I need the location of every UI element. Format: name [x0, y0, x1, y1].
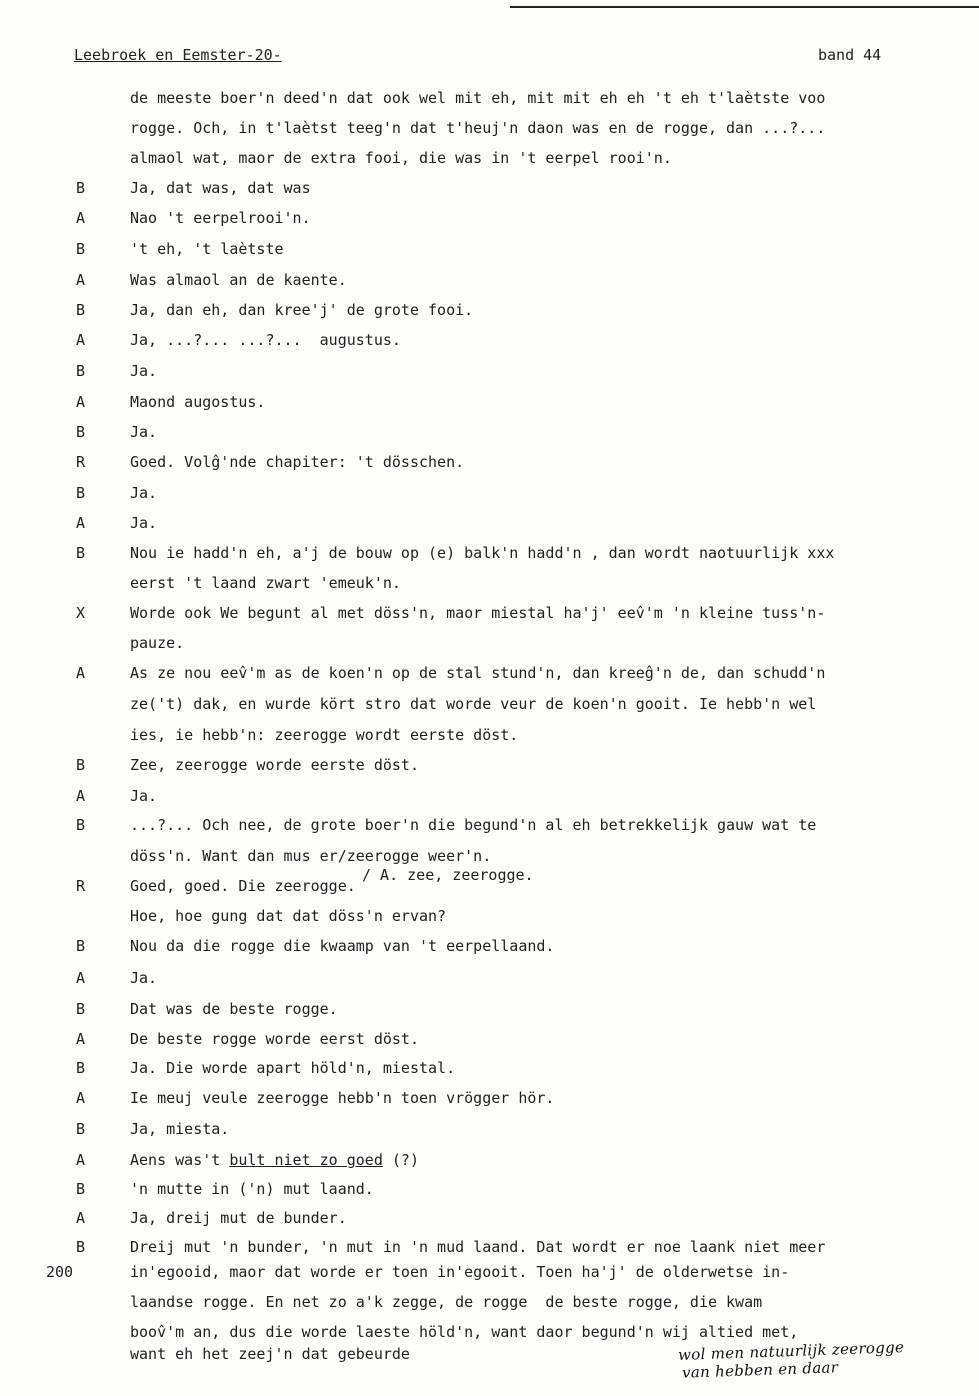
- line-text: pauze.: [130, 634, 185, 652]
- line-text: Ja, dan eh, dan kree'j' de grote fooi.: [130, 301, 474, 319]
- speaker-label: A: [76, 1089, 86, 1107]
- speaker-label: A: [76, 514, 86, 532]
- line-text: in'egooid, maor dat worde er toen in'egooit. Toen ha'j' de olderwetse in-: [130, 1263, 790, 1281]
- line-text: Ja.: [130, 969, 158, 987]
- transcript-line: [0, 484, 979, 508]
- speaker-label: A: [76, 1209, 86, 1227]
- transcript-line: [0, 695, 979, 719]
- line-text: eerst 't laand zwart 'emeuk'n.: [130, 574, 401, 592]
- handwritten-note-line-1: wol men natuurlijk zeerogge: [677, 1338, 905, 1364]
- transcript-line: [0, 1238, 979, 1262]
- transcript-line: [0, 969, 979, 993]
- transcript-line: [0, 271, 979, 295]
- line-text: Dreij mut 'n bunder, 'n mut in 'n mud laand. Dat wordt er noe laank niet meer: [130, 1238, 826, 1256]
- line-text: rogge. Och, in t'laètst teeg'n dat t'heuj'n daon was en de rogge, dan ...?...: [130, 119, 826, 137]
- speaker-label: A: [76, 209, 86, 227]
- speaker-label: B: [76, 301, 86, 319]
- transcript-line: [0, 664, 979, 688]
- transcript-line: [0, 574, 979, 598]
- line-text: Ja.: [130, 423, 158, 441]
- top-rule: [510, 6, 979, 8]
- line-text: 't eh, 't laètste: [130, 240, 284, 258]
- transcript-line: [0, 453, 979, 477]
- line-text: Nou da die rogge die kwaamp van 't eerpellaand.: [130, 937, 555, 955]
- handwritten-note-line-2: van hebben en daar: [681, 1358, 839, 1382]
- line-text: laandse rogge. En net zo a'k zegge, de rogge de beste rogge, die kwam: [130, 1293, 763, 1311]
- transcript-line: [0, 393, 979, 417]
- line-text: Goed. Volĝ'nde chapiter: 't dösschen.: [130, 453, 465, 471]
- speaker-label: A: [76, 393, 86, 411]
- line-text: de meeste boer'n deed'n dat ook wel mit eh, mit mit eh eh 't eh t'laètste voo: [130, 89, 826, 107]
- line-text: Worde ook We begunt al met döss'n, maor miestal ha'j' eev̂'m 'n kleine tuss'n-: [130, 604, 826, 622]
- line-text: ies, ie hebb'n: zeerogge wordt eerste döst.: [130, 726, 519, 744]
- line-text: Dat was de beste rogge.: [130, 1000, 338, 1018]
- transcript-line: [0, 423, 979, 447]
- speaker-label: B: [76, 937, 86, 955]
- transcript-line: [0, 362, 979, 386]
- speaker-label: B: [76, 240, 86, 258]
- transcript-line: [0, 1120, 979, 1144]
- line-text: Ja, miesta.: [130, 1120, 230, 1138]
- transcript-line: [0, 240, 979, 264]
- speaker-label: A: [76, 969, 86, 987]
- speaker-label: R: [76, 877, 86, 895]
- transcript-line: [0, 816, 979, 840]
- speaker-label: A: [76, 787, 86, 805]
- line-text: Ja.: [130, 787, 158, 805]
- speaker-label: B: [76, 816, 86, 834]
- line-text: Was almaol an de kaente.: [130, 271, 347, 289]
- transcript-line: [0, 331, 979, 355]
- speaker-label: A: [76, 664, 86, 682]
- header-band-number: band 44: [818, 46, 882, 64]
- line-text: ...?... Och nee, de grote boer'n die begund'n al eh betrekkelijk gauw wat te: [130, 816, 817, 834]
- line-text: Ja.: [130, 484, 158, 502]
- line-text: As ze nou eev̂'m as de koen'n op de stal stund'n, dan kreeĝ'n de, dan schudd'n: [130, 664, 826, 682]
- line-text-before: Aens was't: [130, 1151, 230, 1169]
- line-text: döss'n. Want dan mus er/zeerogge weer'n.: [130, 847, 492, 865]
- speaker-label: A: [76, 271, 86, 289]
- transcript-line: [0, 787, 979, 811]
- transcript-line: [0, 514, 979, 538]
- transcript-line: [0, 1000, 979, 1024]
- speaker-label: B: [76, 1180, 86, 1198]
- speaker-label: B: [76, 362, 86, 380]
- transcript-line: [0, 1180, 979, 1204]
- transcript-line: [0, 907, 979, 931]
- transcript-line: [0, 544, 979, 568]
- transcript-line: [0, 726, 979, 750]
- speaker-label: A: [76, 331, 86, 349]
- line-text: Nao 't eerpelrooi'n.: [130, 209, 311, 227]
- transcript-line: [0, 1263, 979, 1287]
- transcript-line: [0, 1059, 979, 1083]
- line-text: Ja.: [130, 362, 158, 380]
- line-text: almaol wat, maor de extra fooi, die was in 't eerpel rooi'n.: [130, 149, 672, 167]
- speaker-label: B: [76, 544, 86, 562]
- speaker-label: B: [76, 1059, 86, 1077]
- speaker-label: R: [76, 453, 86, 471]
- speaker-label: B: [76, 423, 86, 441]
- speaker-label: B: [76, 179, 86, 197]
- line-number: 200: [46, 1263, 74, 1281]
- transcript-line: [0, 119, 979, 143]
- transcript-line: [0, 756, 979, 780]
- speaker-label: A: [76, 1151, 86, 1169]
- speaker-label: X: [76, 604, 86, 622]
- speaker-label: A: [76, 1030, 86, 1048]
- transcript-line: [0, 149, 979, 173]
- line-text: Ja, dreij mut de bunder.: [130, 1209, 347, 1227]
- transcript-line: [0, 1030, 979, 1054]
- interjection-note: / A. zee, zeerogge.: [362, 866, 534, 884]
- line-text: Ja. Die worde apart höld'n, miestal.: [130, 1059, 456, 1077]
- line-text: De beste rogge worde eerst döst.: [130, 1030, 419, 1048]
- line-text: Ja, ...?... ...?... augustus.: [130, 331, 401, 349]
- line-text: Hoe, hoe gung dat dat döss'n ervan?: [130, 907, 447, 925]
- transcript-line: [0, 209, 979, 233]
- line-text: Maond augostus.: [130, 393, 266, 411]
- speaker-label: B: [76, 756, 86, 774]
- transcript-line: [0, 1151, 979, 1175]
- transcript-line: [0, 604, 979, 628]
- speaker-label: B: [76, 1120, 86, 1138]
- line-text-after: (?): [382, 1151, 419, 1169]
- line-text: Ja.: [130, 514, 158, 532]
- speaker-label: B: [76, 484, 86, 502]
- underlined-phrase: bult niet zo goed: [229, 1151, 383, 1169]
- speaker-label: B: [76, 1000, 86, 1018]
- transcript-line: [0, 1209, 979, 1233]
- transcript-line: [0, 1089, 979, 1113]
- transcript-line: [0, 301, 979, 325]
- line-text: Nou ie hadd'n eh, a'j de bouw op (e) balk'n hadd'n , dan wordt naotuurlijk xxx: [130, 544, 835, 562]
- transcript-line: [0, 634, 979, 658]
- line-text: Zee, zeerogge worde eerste döst.: [130, 756, 419, 774]
- line-text: [130, 1151, 419, 1169]
- transcript-line: [0, 179, 979, 203]
- line-text: Ie meuj veule zeerogge hebb'n toen vrögger hör.: [130, 1089, 555, 1107]
- header-title: Leebroek en Eemster-20-: [74, 46, 282, 64]
- transcript-line: [0, 1293, 979, 1317]
- line-text: boov̂'m an, dus die worde laeste höld'n, want daor begund'n wij altied met,: [130, 1323, 799, 1341]
- transcript-line: [0, 89, 979, 113]
- line-text: 'n mutte in ('n) mut laand.: [130, 1180, 374, 1198]
- transcript-line: [0, 937, 979, 961]
- line-text: ze('t) dak, en wurde kört stro dat worde veur de koen'n gooit. Ie hebb'n wel: [130, 695, 817, 713]
- line-text: want eh het zeej'n dat gebeurde: [130, 1345, 410, 1363]
- line-text: Ja, dat was, dat was: [130, 179, 311, 197]
- speaker-label: B: [76, 1238, 86, 1256]
- line-text: Goed, goed. Die zeerogge.: [130, 877, 356, 895]
